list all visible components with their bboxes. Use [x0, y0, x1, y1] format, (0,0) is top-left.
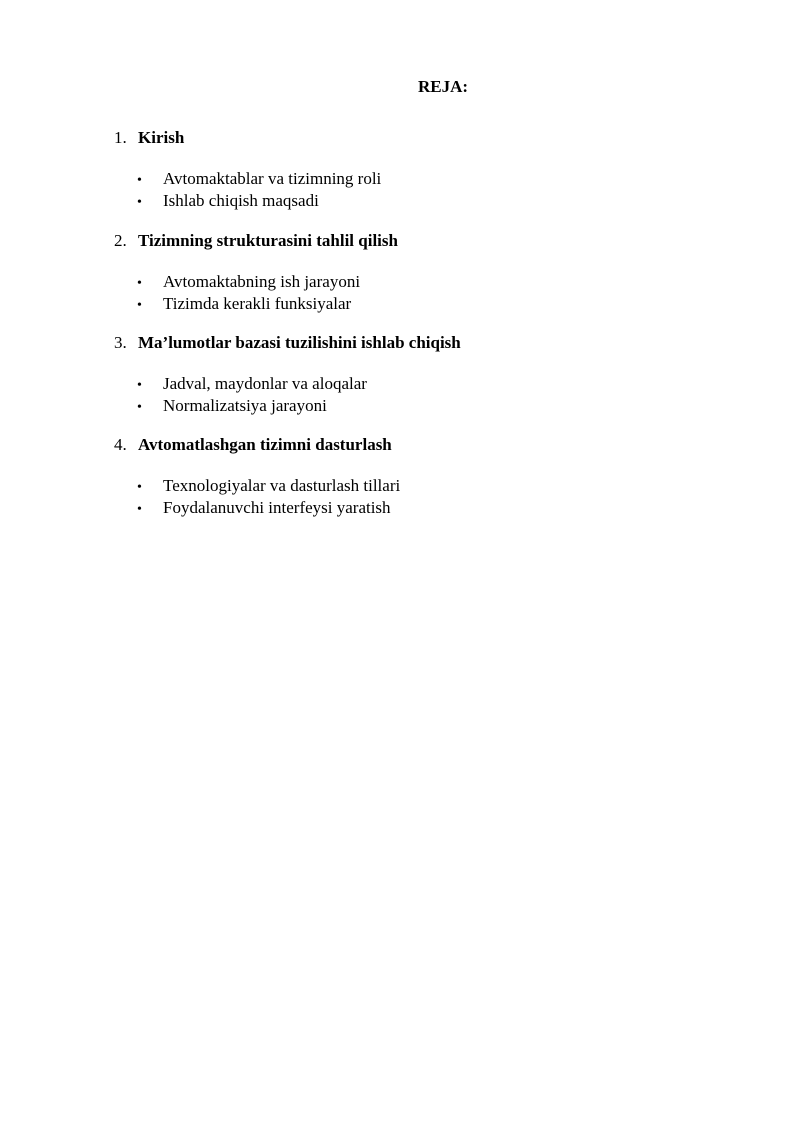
section-heading [114, 434, 392, 456]
section-number: 4. [114, 435, 127, 454]
section-number: 3. [114, 333, 127, 352]
bullet-item [137, 168, 381, 192]
bullet-item-text: Tizimda kerakli funksiyalar [163, 294, 352, 313]
section-heading [114, 127, 184, 149]
bullet-item-text: Foydalanuvchi interfeysi yaratish [163, 498, 391, 517]
bullet-item-text: Normalizatsiya jarayoni [163, 396, 327, 415]
bullet-item-text: Ishlab chiqish maqsadi [163, 191, 319, 210]
bullet-item-text: Texnologiyalar va dasturlash tillari [163, 476, 401, 495]
bullet-item-text: Avtomaktablar va tizimning roli [163, 169, 382, 188]
bullet-item-text: Avtomaktabning ish jarayoni [163, 272, 361, 291]
bullet-item-text: Jadval, maydonlar va aloqalar [163, 374, 367, 393]
bullet-icon: • [137, 502, 142, 517]
document-title: REJA: [417, 77, 469, 96]
section-heading-text: Kirish [138, 128, 185, 147]
bullet-item [137, 271, 360, 295]
bullet-icon: • [137, 276, 142, 291]
section-heading-text: Avtomatlashgan tizimni dasturlash [138, 435, 392, 454]
section-heading-text: Tizimning strukturasini tahlil qilish [138, 231, 398, 250]
bullet-item [137, 293, 351, 317]
bullet-icon: • [137, 480, 142, 495]
section-heading [114, 230, 398, 252]
section-number: 1. [114, 128, 127, 147]
bullet-item [137, 497, 391, 521]
bullet-icon: • [137, 298, 142, 313]
bullet-item [137, 373, 367, 397]
bullet-icon: • [137, 173, 142, 188]
bullet-icon: • [137, 195, 142, 210]
bullet-item [137, 395, 327, 419]
bullet-icon: • [137, 378, 142, 393]
bullet-item [137, 475, 400, 499]
section-heading [114, 332, 461, 354]
section-number: 2. [114, 231, 127, 250]
bullet-icon: • [137, 400, 142, 415]
bullet-item [137, 190, 319, 214]
section-heading-text: Ma’lumotlar bazasi tuzilishini ishlab chiqish [138, 333, 461, 352]
